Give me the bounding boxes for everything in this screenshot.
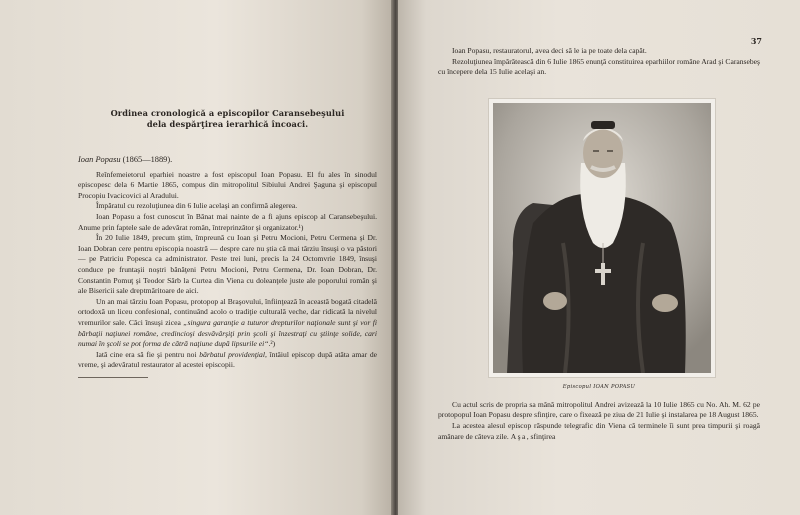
paragraph-6 — [78, 350, 377, 371]
chapter-heading — [78, 108, 377, 130]
footnote-divider — [78, 377, 148, 378]
paragraph-5-end: .²) — [268, 339, 276, 349]
right-paragraph-4-spaced: Aşa — [510, 431, 527, 441]
paragraph-3: Ioan Popasu a fost cunoscut în Bănat mai nainte de a fi ajuns episcop al Caransebeşului. Anume prin faptele sale de adevărat român, întreprinzător şi organizator.¹) — [78, 211, 377, 232]
right-top-text — [438, 0, 760, 78]
right-paragraph-4 — [438, 421, 760, 442]
heading-line-1: Ordinea cronologică a episcopilor Caransebeşului — [110, 108, 345, 118]
left-page — [0, 0, 393, 515]
right-paragraph-4-text: La acestea alesul episcop răspunde telegrafic din Viena că terminele îi sunt prea timpurii şi roagă amânare de câteva zile. — [438, 420, 760, 441]
left-body-text — [78, 155, 377, 371]
portrait-caption: Episcopul IOAN POPASU — [562, 383, 636, 390]
right-paragraph-1: Ioan Popasu, restauratorul, avea deci să le ia pe toate dela capăt. — [452, 46, 647, 55]
paragraph-2: Împăratul cu rezoluţiunea din 6 Iulie acelaşi an confirmă alegerea. — [96, 201, 298, 211]
portrait-frame — [488, 98, 716, 378]
portrait-illustration — [493, 103, 711, 373]
paragraph-5-quote: „singura garanţie a tuturor drepturilor naţionale sunt şi vor fi bărbaţii naţiunei române, credincioşi desvăvârşiţi prin şcoli şi înzestraţi cu ştiinţe solide, cari numai în şcoli se pot forma de cătră naţiune după lipsurile ei“ — [78, 317, 378, 349]
paragraph-5 — [78, 297, 377, 350]
lead-years: (1865—1889). — [120, 155, 173, 164]
paragraph-6-italic: bărbatul providenţial — [199, 349, 265, 359]
right-page — [398, 0, 800, 515]
right-paragraph-2: Rezoluţiunea împărătească din 6 Iulie 1865 enunţă constituirea eparhiilor române Arad şi Caransebeş cu începere dela 15 Iulie acelaşi an. — [438, 56, 760, 77]
right-paragraph-3: Cu actul scris de propria sa mână mitropolitul Andrei avizează la 10 Iulie 1865 cu No. Ah. M. 62 pe protopopul Ioan Popasu despre sfinţire, care o fixează pe ziua de 21 Iulie şi instalarea pe 18 August 1865. — [438, 399, 760, 420]
paragraph-4: În 20 Iulie 1849, precum ştim, împreună cu Ioan şi Petru Mocioni, Petru Cermena şi Dr. Ioan Dobran cere pentru episcopia noastră — despre care nu ştia că mai târziu însuşi o va păstori — pe Patriciu Popesca ca administrator. Peste trei luni, precis la 24 Octomvrie 1849, însuşi conduce pe fruntaşii noştri bănăţeni Petru Mocioni, Petru Cermena, Dr. Ioan Dobran, Dr. Constantin Pomuţ şi Teodor Sârb la Curtea din Viena cu doleanţele juste ale poporului român şi ale Bisericii sale dreptmăritoare de aici. — [78, 233, 377, 296]
right-paragraph-4-end: , sfinţirea — [526, 431, 556, 441]
paragraph-6-text: Iată cine era să fie şi pentru noi — [96, 349, 200, 359]
lead-entry — [78, 155, 377, 166]
paragraph-1: Reînfemeietorul eparhiei noastre a fost episcopul Ioan Popasu. El fu ales în sinodul episcopesc dela 6 Martie 1865, compus din mitropolitul Sibiului Andrei Şaguna şi episcopul Procopiu Ivacicovici al Aradului. — [78, 169, 377, 200]
lead-name: Ioan Popasu — [78, 155, 121, 164]
paragraph-6-end: , întâiul episcop după atâta amar de vreme, şi adevăratul restaurator al acestei episcopii. — [78, 349, 377, 370]
paragraph-5-text: Un an mai târziu Ioan Popasu, protopop al Braşovului, înfiinţează în această bogată citadelă ortodoxă un liceu confesional, continuând acolo o tradiţie culturală veche, dar ridicată la nivelul vremurilor sale. Căci însuşi zicea — [78, 296, 377, 327]
page-number: 37 — [750, 36, 762, 46]
bishop-portrait-image — [493, 103, 711, 373]
heading-line-2: dela despărţirea ierarhică încoaci. — [146, 119, 309, 129]
right-bottom-text — [438, 400, 760, 442]
